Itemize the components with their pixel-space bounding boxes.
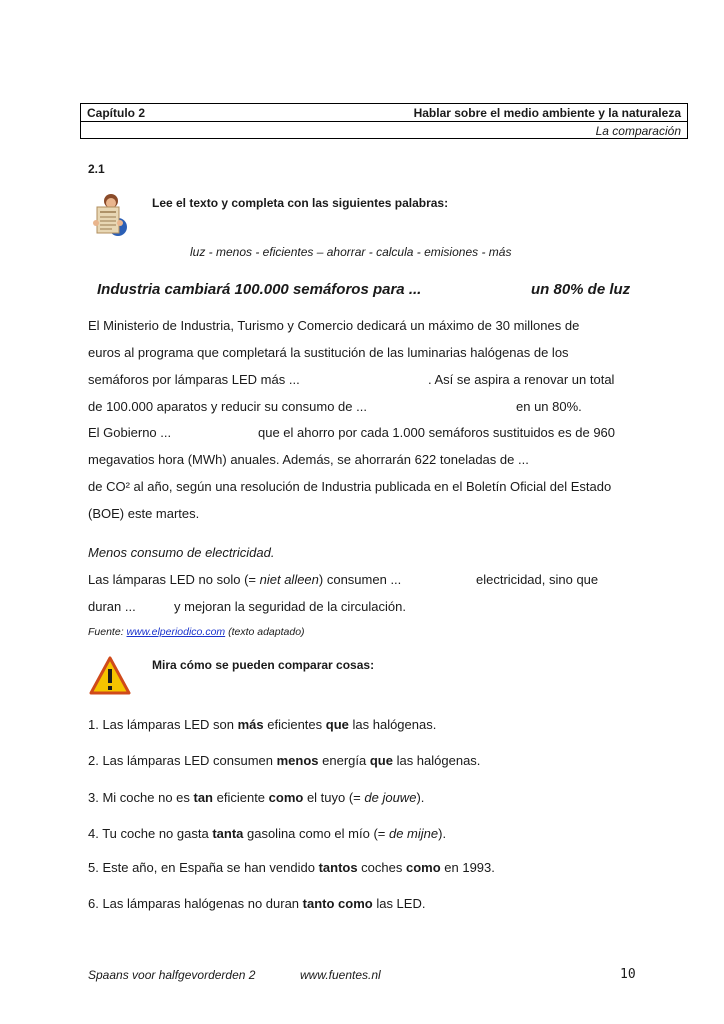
header-top-row — [81, 104, 687, 122]
article-subheading: Menos consumo de electricidad. — [88, 545, 275, 560]
chapter-label: Capítulo 2 — [87, 106, 146, 120]
warning-icon — [88, 654, 132, 698]
exercise-instruction: Lee el texto y completa con las siguientes palabras: — [152, 196, 449, 210]
article-title-end: un 80% de luz — [531, 281, 631, 298]
article-line: El Gobierno ... — [88, 425, 172, 440]
article-line: euros al programa que completará la sustitución de las luminarias halógenas de los — [88, 345, 569, 360]
article-line: El Ministerio de Industria, Turismo y Comercio dedicará un máximo de 30 millones de — [88, 318, 580, 333]
article-line: megavatios hora (MWh) anuales. Además, se ahorrarán 622 toneladas de ... — [88, 452, 529, 467]
source-link[interactable]: www.elperiodico.com — [126, 626, 226, 638]
comparison-instruction: Mira cómo se pueden comparar cosas: — [152, 658, 375, 672]
footer-course: Spaans voor halfgevorderden 2 — [88, 968, 256, 982]
comparison-example: 6. Las lámparas halógenas no duran tanto como las LED. — [88, 896, 426, 911]
chapter-header — [80, 103, 688, 139]
chapter-subtopic: La comparación — [595, 124, 681, 138]
page-number: 10 — [620, 967, 636, 982]
comparison-example: 1. Las lámparas LED son más eficientes que las halógenas. — [88, 717, 437, 732]
article-line: semáforos por lámparas LED más ... — [88, 372, 300, 387]
article-title: Industria cambiará 100.000 semáforos para ... — [97, 281, 422, 298]
word-bank: luz - menos - eficientes – ahorrar - calcula - emisiones - más — [190, 245, 512, 259]
comparison-example: 5. Este año, en España se han vendido tantos coches como en 1993. — [88, 860, 495, 875]
comparison-example: 3. Mi coche no es tan eficiente como el tuyo (= de jouwe). — [88, 790, 425, 805]
comparison-example: 4. Tu coche no gasta tanta gasolina como el mío (= de mijne). — [88, 826, 447, 841]
chapter-topic: Hablar sobre el medio ambiente y la naturaleza — [413, 106, 681, 120]
article-line-continuation: en un 80%. — [516, 399, 582, 414]
article-line: (BOE) este martes. — [88, 506, 200, 521]
footer-website: www.fuentes.nl — [300, 968, 381, 982]
article-line: de CO² al año, según una resolución de Industria publicada en el Boletín Oficial del Estado — [88, 479, 612, 494]
section-number: 2.1 — [88, 162, 105, 176]
comparison-example: 2. Las lámparas LED consumen menos energía que las halógenas. — [88, 753, 481, 768]
article-line-continuation: electricidad, sino que — [476, 572, 599, 587]
article-line-continuation: . Así se aspira a renovar un total — [428, 372, 615, 387]
newspaper-reader-icon — [88, 193, 132, 237]
article-source: Fuente: www.elperiodico.com (texto adaptado) — [88, 626, 305, 638]
article-line: de 100.000 aparatos y reducir su consumo de ... — [88, 399, 367, 414]
article-line: Las lámparas LED no solo (= niet alleen) consumen ... — [88, 572, 402, 587]
article-line-continuation: que el ahorro por cada 1.000 semáforos sustituidos es de 960 — [258, 425, 616, 440]
article-line: duran ... — [88, 599, 136, 614]
article-line-continuation: y mejoran la seguridad de la circulación. — [174, 599, 406, 614]
